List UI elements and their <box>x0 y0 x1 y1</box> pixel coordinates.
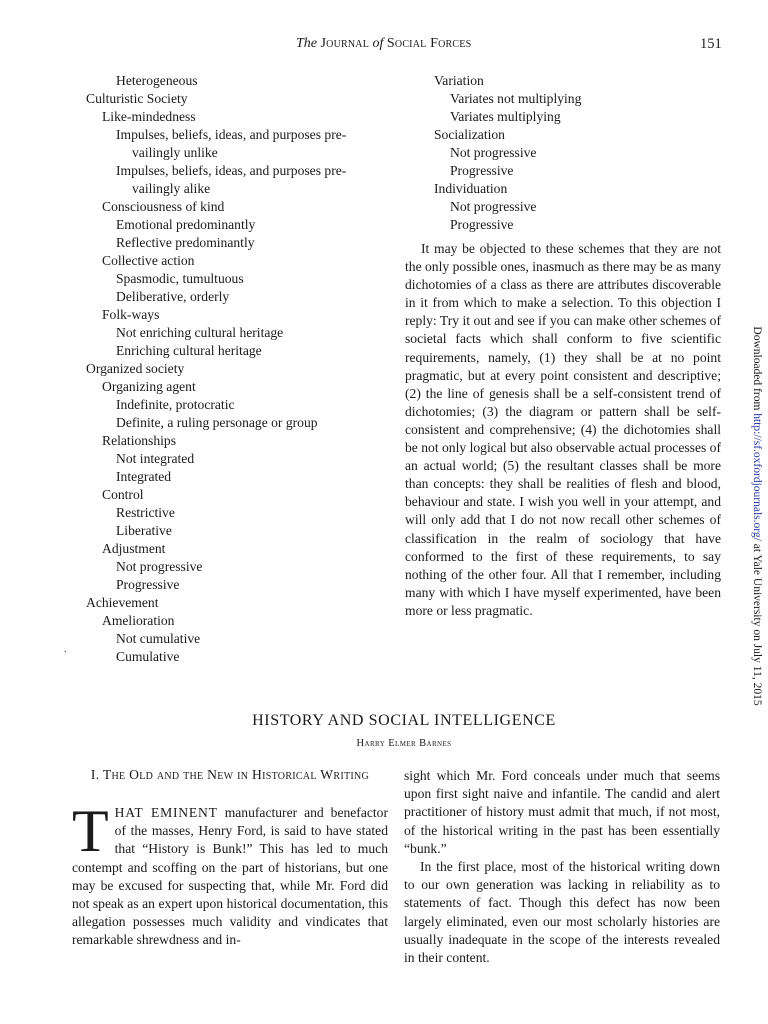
article-column-left <box>72 798 389 950</box>
outline-item: Variates not multiplying <box>450 91 582 106</box>
outline-item: vailingly alike <box>132 181 211 196</box>
outline-item: Not progressive <box>116 559 203 574</box>
outline-item: Organized society <box>86 361 185 376</box>
outline-item: Liberative <box>116 523 172 538</box>
outline-item: Variates multiplying <box>450 109 561 124</box>
outline-item: Variation <box>434 73 484 88</box>
outline-item: Deliberative, orderly <box>116 289 230 304</box>
classification-outline-right <box>434 72 724 234</box>
outline-item: Restrictive <box>116 505 175 520</box>
outline-item: Spasmodic, tumultuous <box>116 271 244 286</box>
outline-item: Impulses, beliefs, ideas, and purposes pre- <box>116 163 347 178</box>
classification-outline-left <box>86 72 386 666</box>
download-watermark <box>739 326 763 710</box>
outline-item: Integrated <box>116 469 172 484</box>
drop-cap: T <box>72 798 109 864</box>
objection-paragraph: It may be objected to these schemes that they are not the only possible ones, inasmuch as there may be as many dichotomies of a class as there are attributes discoverable in it from which to make a selection. To this objection I reply: Try it out and see if you can make other schemes of societal facts which shall conform to five scientific requirements, namely, (1) they shall be at no point pragmatic, but at every point consistent and descriptive; (2) the line of genesis shall be a self-consistent trend of dichotomies; (3) the diagram or pattern shall be self-consistent and comprehensive; (4) the dichotomies shall be not only logical but also observable actual processes of an actual world; (5) the resultant classes shall be more than concepts: they shall be realities of flesh and blood, behaviour and state. I wish you well in your attempt, and will only add that I do not now recall other schemes of classification in the realm of sociology that have conformed to the first of these requirements, to say nothing of the other four. All that I remember, including many with which I have myself experimented, have been more or less pragmatic. <box>405 241 721 618</box>
section-heading: I. The Old and the New in Historical Writing <box>90 767 370 782</box>
outline-item: Relationships <box>102 433 177 448</box>
lead-caps: HAT EMINENT <box>114 805 218 820</box>
outline-item: Organizing agent <box>102 379 196 394</box>
outline-item: Like-mindedness <box>102 109 196 124</box>
outline-item: Impulses, beliefs, ideas, and purposes pre- <box>116 127 347 142</box>
outline-item: Emotional predominantly <box>116 217 256 232</box>
outline-item: Not cumulative <box>116 631 201 646</box>
outline-item: Not enriching cultural heritage <box>116 325 284 340</box>
opening-paragraph: THAT EMINENT manufacturer and benefactor of the masses, Henry Ford, is said to have stated that “History is Bunk!” This has led to much contempt and scoffing on the part of historians, but one may be excused for suspecting that, while Mr. Ford did not speak as an expert upon historical documentation, this allegation possesses much validity and vindicates that remarkable shrewdness and in- <box>72 798 389 948</box>
outline-item: Heterogeneous <box>116 73 198 88</box>
outline-item: Control <box>102 487 144 502</box>
outline-item: Culturistic Society <box>86 91 188 106</box>
outline-item: Progressive <box>450 163 514 178</box>
outline-item: Indefinite, protocratic <box>116 397 235 412</box>
journal-title: The Journal of Social Forces <box>296 36 472 51</box>
paragraph: In the first place, most of the historical writing down to our own generation was lacking in reliability as to statements of fact. Though this defect has now been largely eliminated, even our most scholarly histories are usually inadequate in the scope of the interests revealed in their content. <box>404 859 720 966</box>
outline-item: Consciousness of kind <box>102 199 225 214</box>
outline-item: Not progressive <box>450 145 537 160</box>
outline-item: Adjustment <box>102 541 166 556</box>
outline-item: Folk-ways <box>102 307 160 322</box>
outline-item: Achievement <box>86 595 159 610</box>
stray-mark: . <box>64 644 67 655</box>
outline-item: Individuation <box>434 181 508 196</box>
running-header <box>0 36 768 56</box>
outline-item: Socialization <box>434 127 505 142</box>
outline-item: Not progressive <box>450 199 537 214</box>
outline-item: Reflective predominantly <box>116 235 255 250</box>
download-link[interactable]: http://sf.oxfordjournals.org/ <box>751 413 763 541</box>
outline-item: Cumulative <box>116 649 180 664</box>
outline-item: Definite, a ruling personage or group <box>116 415 318 430</box>
article-author: Harry Elmer Barnes <box>356 738 452 749</box>
outline-item: Progressive <box>116 577 180 592</box>
outline-item: Amelioration <box>102 613 175 628</box>
article-title: HISTORY AND SOCIAL INTELLIGENCE <box>252 712 556 729</box>
paragraph-continuation: sight which Mr. Ford conceals under much that seems upon first sight naive and infantile. The candid and alert practitioner of history must admit that much, if not most, of the historical writing in the past has been essentially “bunk.” <box>404 768 720 856</box>
outline-item: Not integrated <box>116 451 195 466</box>
article-column-right <box>404 767 720 967</box>
download-notice: Downloaded from http://sf.oxfordjournals.org/ at Yale University on July 11, 2015 <box>751 326 763 706</box>
outline-item: Enriching cultural heritage <box>116 343 262 358</box>
outline-item: vailingly unlike <box>132 145 218 160</box>
page-number: 151 <box>700 36 722 52</box>
outline-item: Progressive <box>450 217 514 232</box>
outline-item: Collective action <box>102 253 195 268</box>
